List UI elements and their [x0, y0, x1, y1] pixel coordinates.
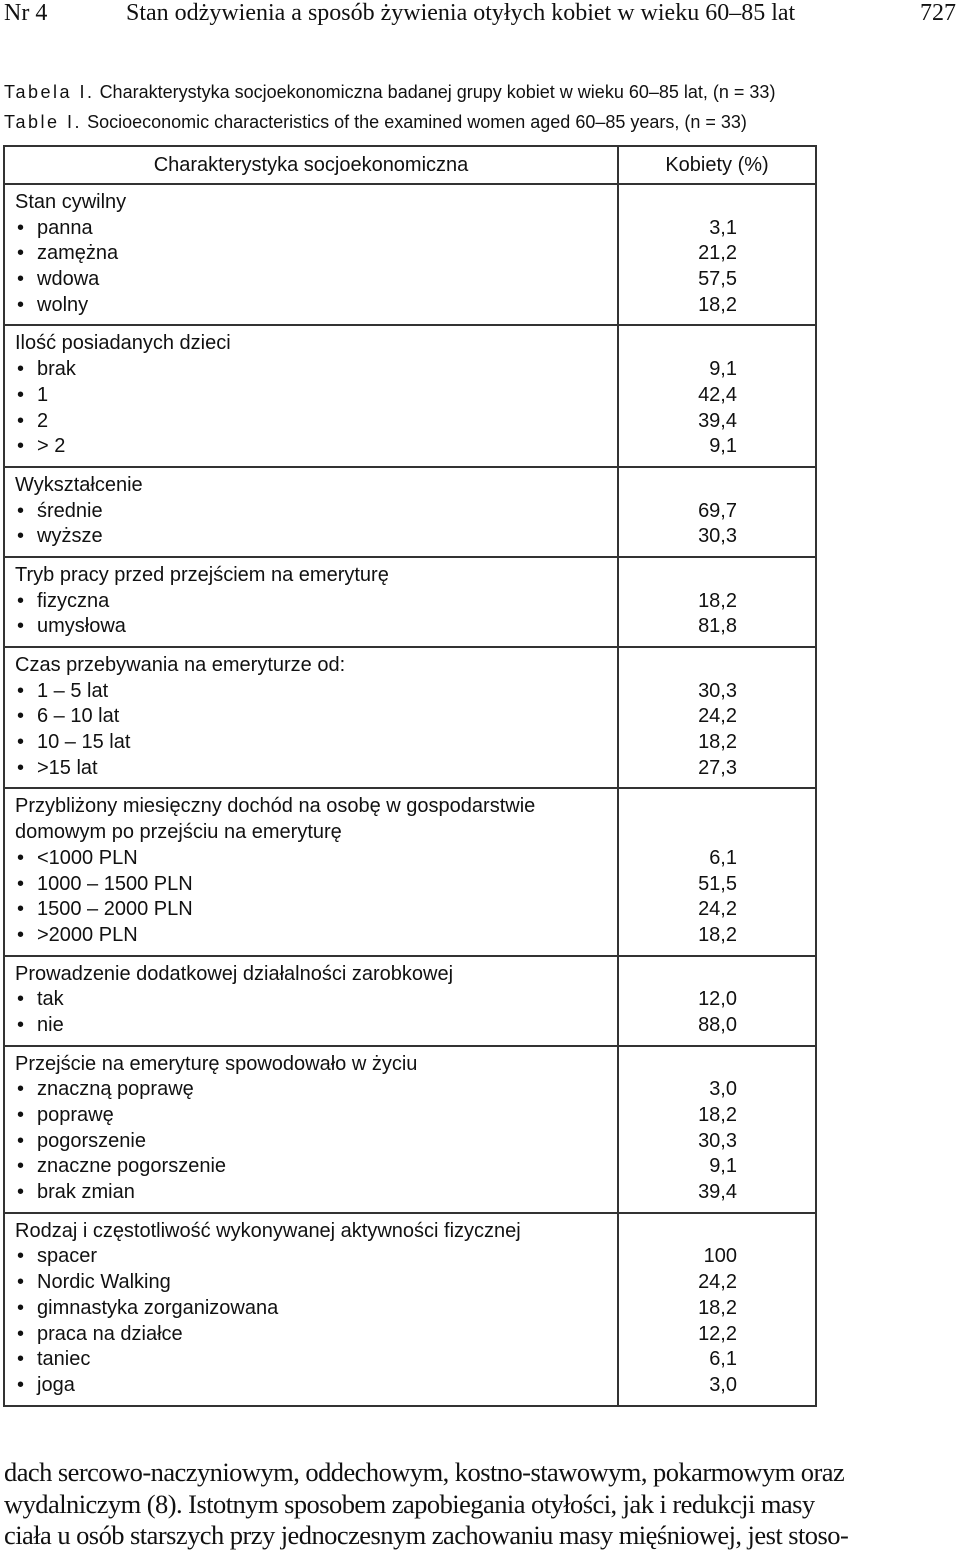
percent-value: 3,1: [709, 216, 737, 239]
group-label-cell: [4, 467, 618, 557]
percent-value: 18,2: [698, 923, 737, 946]
percent-value: 9,1: [709, 435, 737, 458]
value-spacer: [619, 794, 737, 820]
percent-value: 18,2: [698, 589, 737, 612]
list-item: • zamężna: [15, 241, 617, 267]
list-item: • 6 – 10 lat: [15, 704, 617, 730]
list-item: • średnie: [15, 499, 617, 525]
group-value-cell: [618, 1046, 816, 1213]
list-item: • 1: [15, 383, 617, 409]
percent-value: 12,0: [698, 988, 737, 1011]
percent-value: 30,3: [698, 525, 737, 548]
body-paragraph: [4, 1457, 960, 1552]
group-value-cell: [618, 956, 816, 1046]
group-title: Przejście na emeryturę spowodowało w życiu: [15, 1052, 418, 1075]
socioeconomic-table: [3, 145, 817, 1407]
list-item: • nie: [15, 1013, 617, 1039]
list-item: • 1500 – 2000 PLN: [15, 897, 617, 923]
list-item: • spacer: [15, 1244, 617, 1270]
list-item: • taniec: [15, 1347, 617, 1373]
percent-value: 30,3: [698, 679, 737, 702]
percent-value: 39,4: [698, 409, 737, 432]
percent-value: 57,5: [698, 268, 737, 291]
percent-value: 18,2: [698, 293, 737, 316]
list-item: • brak: [15, 357, 617, 383]
table-group-row: [4, 557, 816, 647]
percent-value: 3,0: [709, 1373, 737, 1396]
body-line: wydalniczym (8). Istotnym sposobem zapobiegania otyłości, jak i redukcji masy: [4, 1488, 815, 1519]
table-group-row: [4, 788, 816, 955]
value-spacer: [619, 473, 737, 499]
percent-value: 24,2: [698, 705, 737, 728]
table-group-row: [4, 647, 816, 788]
percent-value: 69,7: [698, 499, 737, 522]
table-group-row: [4, 325, 816, 466]
percent-value: 3,0: [709, 1078, 737, 1101]
group-label-cell: [4, 325, 618, 466]
running-head: [4, 0, 956, 30]
list-item: • > 2: [15, 434, 617, 460]
group-value-cell: [618, 325, 816, 466]
group-value-cell: [618, 788, 816, 955]
body-line: dach sercowo-naczyniowym, oddechowym, kostno-stawowym, pokarmowym oraz: [4, 1457, 845, 1487]
caption-text-en: Socioeconomic characteristics of the examined women aged 60–85 years, (n = 33): [87, 112, 747, 132]
percent-value: 30,3: [698, 1129, 737, 1152]
value-spacer: [619, 820, 737, 846]
table-group-row: [4, 1213, 816, 1406]
list-item: • panna: [15, 216, 617, 242]
table-header-row: [4, 146, 816, 184]
value-spacer: [619, 1219, 737, 1245]
table-caption-pl: [4, 81, 775, 103]
list-item: • wolny: [15, 293, 617, 319]
column-header-characteristic: Charakterystyka socjoekonomiczna: [4, 146, 618, 184]
percent-value: 81,8: [698, 615, 737, 638]
percent-value: 18,2: [698, 1296, 737, 1319]
percent-value: 24,2: [698, 898, 737, 921]
percent-value: 51,5: [698, 872, 737, 895]
list-item: • <1000 PLN: [15, 846, 617, 872]
table-group-row: [4, 467, 816, 557]
group-title: Rodzaj i częstotliwość wykonywanej aktywności fizycznej: [15, 1219, 521, 1242]
list-item: • joga: [15, 1373, 617, 1399]
percent-value: 6,1: [709, 846, 737, 869]
list-item: • >2000 PLN: [15, 923, 617, 949]
list-item: • znaczną poprawę: [15, 1077, 617, 1103]
value-spacer: [619, 331, 737, 357]
running-title: Stan odżywienia a sposób żywienia otyłych kobiet w wieku 60–85 lat: [126, 0, 796, 26]
percent-value: 100: [703, 1245, 737, 1268]
group-value-cell: [618, 647, 816, 788]
list-item: • >15 lat: [15, 756, 617, 782]
percent-value: 39,4: [698, 1181, 737, 1204]
caption-label-pl: Tabela I.: [4, 82, 95, 102]
percent-value: 9,1: [709, 1155, 737, 1178]
journal-number: Nr 4: [4, 0, 48, 26]
group-value-cell: [618, 184, 816, 325]
percent-value: 18,2: [698, 731, 737, 754]
group-title: Stan cywilny: [15, 191, 127, 213]
group-label-cell: [4, 1046, 618, 1213]
list-item: • Nordic Walking: [15, 1270, 617, 1296]
percent-value: 27,3: [698, 756, 737, 779]
group-label-cell: [4, 788, 618, 955]
group-label-cell: [4, 956, 618, 1046]
caption-label-en: Table I.: [4, 112, 83, 132]
percent-value: 9,1: [709, 358, 737, 381]
list-item: • pogorszenie: [15, 1129, 617, 1155]
table-caption-en: [4, 111, 747, 133]
value-spacer: [619, 962, 737, 988]
percent-value: 18,2: [698, 1104, 737, 1126]
percent-value: 12,2: [698, 1322, 737, 1345]
list-item: • znaczne pogorszenie: [15, 1154, 617, 1180]
group-title: Wykształcenie: [15, 473, 143, 496]
list-item: • 1 – 5 lat: [15, 679, 617, 705]
percent-value: 88,0: [698, 1013, 737, 1036]
group-title: Prowadzenie dodatkowej działalności zarobkowej: [15, 962, 454, 985]
table-group-row: [4, 956, 816, 1046]
list-item: • fizyczna: [15, 589, 617, 615]
group-label-cell: [4, 184, 618, 325]
percent-value: 21,2: [698, 242, 737, 265]
table-group-row: [4, 184, 816, 325]
list-item: • 1000 – 1500 PLN: [15, 872, 617, 898]
value-spacer: [619, 1052, 737, 1078]
caption-text-pl: Charakterystyka socjoekonomiczna badanej grupy kobiet w wieku 60–85 lat, (n = 33): [99, 82, 776, 102]
group-title: domowym po przejściu na emeryturę: [15, 821, 342, 844]
percent-value: 6,1: [709, 1348, 737, 1371]
group-value-cell: [618, 467, 816, 557]
list-item: • wyższe: [15, 524, 617, 550]
value-spacer: [619, 563, 737, 589]
list-item: • praca na działce: [15, 1322, 617, 1348]
table-group-row: [4, 1046, 816, 1213]
group-title: Czas przebywania na emeryturze od:: [15, 654, 346, 676]
group-label-cell: [4, 647, 618, 788]
list-item: • poprawę: [15, 1103, 617, 1129]
table-body: [4, 184, 816, 1406]
group-title: Tryb pracy przed przejściem na emeryturę: [15, 563, 389, 586]
list-item: • tak: [15, 987, 617, 1013]
list-item: • brak zmian: [15, 1180, 617, 1206]
percent-value: 42,4: [698, 383, 737, 406]
group-title: Ilość posiadanych dzieci: [15, 332, 231, 355]
page-number: 727: [920, 0, 956, 26]
group-value-cell: [618, 1213, 816, 1406]
column-header-women-percent: Kobiety (%): [618, 146, 816, 184]
list-item: • umysłowa: [15, 614, 617, 640]
group-title: Przybliżony miesięczny dochód na osobę w gospodarstwie: [15, 795, 536, 818]
group-value-cell: [618, 557, 816, 647]
list-item: • gimnastyka zorganizowana: [15, 1296, 617, 1322]
list-item: • wdowa: [15, 267, 617, 293]
value-spacer: [619, 190, 737, 216]
list-item: • 2: [15, 409, 617, 435]
group-label-cell: [4, 557, 618, 647]
group-label-cell: [4, 1213, 618, 1406]
percent-value: 24,2: [698, 1271, 737, 1294]
body-line: ciała u osób starszych przy jednoczesnym zachowaniu masy mięśniowej, jest stoso-: [4, 1520, 849, 1550]
list-item: • 10 – 15 lat: [15, 730, 617, 756]
value-spacer: [619, 653, 737, 679]
